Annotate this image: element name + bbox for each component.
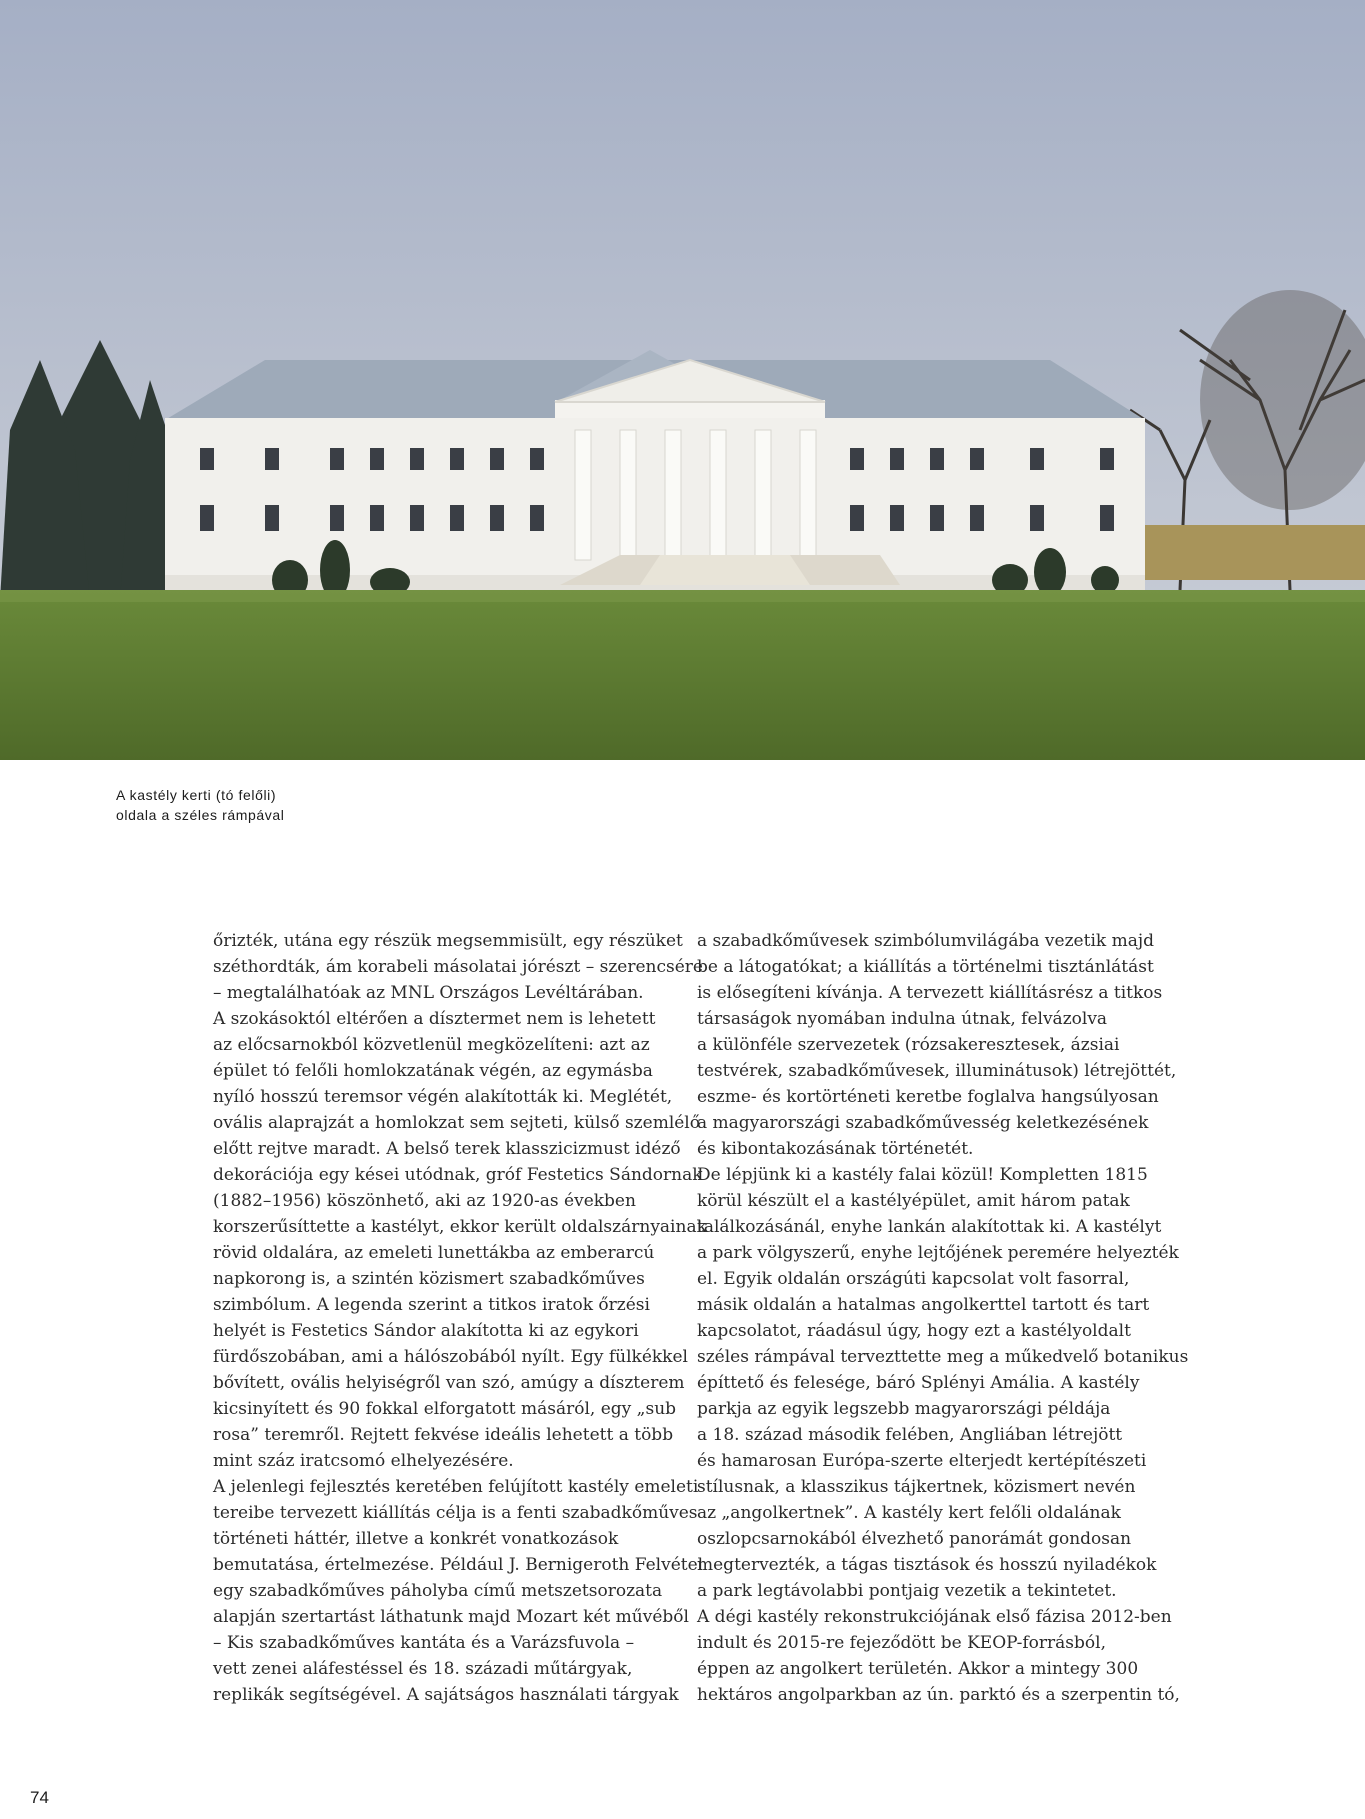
text-line: egy szabadkőműves páholyba című metszetsorozata — [213, 1581, 663, 1601]
text-line: stílusnak, a klasszikus tájkertnek, közismert nevén — [697, 1477, 1136, 1497]
text-line: szimbólum. A legenda szerint a titkos iratok őrzési — [213, 1295, 650, 1315]
text-line: a magyarországi szabadkőművesség keletkezésének — [697, 1113, 1149, 1133]
page-number: 74 — [30, 1788, 49, 1807]
text-line: épület tó felőli homlokzatának végén, az egymásba — [213, 1061, 653, 1081]
text-line: napkorong is, a szintén közismert szabadkőműves — [213, 1269, 645, 1289]
castle-photo — [0, 0, 1365, 760]
caption-line: A kastély kerti (tó felőli) — [116, 787, 277, 803]
text-line: De lépjünk ki a kastély falai közül! Kompletten 1815 — [697, 1165, 1148, 1185]
text-line: is elősegíteni kívánja. A tervezett kiállításrész a titkos — [697, 983, 1163, 1003]
text-line: bemutatása, értelmezése. Például J. Bernigeroth Felvétel — [213, 1555, 704, 1575]
text-line: és hamarosan Európa-szerte elterjedt kertépítészeti — [697, 1451, 1147, 1471]
text-line: fürdőszobában, ami a hálószobából nyílt. Egy fülkékkel — [213, 1347, 688, 1367]
text-line: – megtalálhatóak az MNL Országos Levéltárában. — [213, 983, 644, 1003]
text-line: történeti háttér, illetve a konkrét vonatkozások — [213, 1529, 619, 1549]
text-line: hektáros angolparkban az ún. parktó és a szerpentin tó, — [697, 1685, 1180, 1705]
text-line: parkja az egyik legszebb magyarországi példája — [697, 1399, 1111, 1419]
text-line: kapcsolatot, ráadásul úgy, hogy ezt a kastélyoldalt — [697, 1321, 1131, 1341]
text-line: őrizték, utána egy részük megsemmisült, egy részüket — [213, 931, 683, 951]
text-line: találkozásánál, enyhe lankán alakítottak ki. A kastélyt — [697, 1217, 1162, 1237]
text-line: megtervezték, a tágas tisztások és hosszú nyiladékok — [697, 1555, 1157, 1575]
text-line: (1882–1956) köszönhető, aki az 1920-as években — [213, 1191, 636, 1211]
text-column-left — [213, 928, 707, 1708]
text-line: A szokásoktól eltérően a dísztermet nem is lehetett — [213, 1009, 656, 1029]
text-line: dekorációja egy kései utódnak, gróf Festetics Sándornak — [213, 1165, 703, 1185]
text-line: A jelenlegi fejlesztés keretében felújított kastély emeleti — [213, 1477, 699, 1497]
text-line: replikák segítségével. A sajátságos használati tárgyak — [213, 1685, 679, 1705]
text-line: korszerűsíttette a kastélyt, ekkor került oldalszárnyainak — [213, 1217, 707, 1237]
text-line: bővített, ovális helyiségről van szó, amúgy a díszterem — [213, 1373, 685, 1393]
lawn — [0, 590, 1365, 760]
text-line: rosa” teremről. Rejtett fekvése ideális lehetett a több — [213, 1425, 674, 1445]
text-line: és kibontakozásának történetét. — [697, 1139, 974, 1159]
text-line: másik oldalán a hatalmas angolkerttel tartott és tart — [697, 1295, 1150, 1315]
text-line: körül készült el a kastélyépület, amit három patak — [697, 1191, 1130, 1211]
text-line: helyét is Festetics Sándor alakította ki az egykori — [213, 1321, 639, 1341]
text-line: előtt rejtve maradt. A belső terek klasszicizmust idéző — [213, 1139, 681, 1159]
outbuilding — [1145, 525, 1365, 580]
text-line: a különféle szervezetek (rózsakeresztesek, ázsiai — [697, 1035, 1120, 1055]
text-line: kicsinyített és 90 fokkal elforgatott másáról, egy „sub — [213, 1399, 677, 1419]
text-line: mint száz iratcsomó elhelyezésére. — [213, 1451, 514, 1471]
text-line: a park legtávolabbi pontjaig vezetik a tekintetet. — [697, 1581, 1117, 1601]
text-line: vett zenei aláfestéssel és 18. századi műtárgyak, — [213, 1659, 633, 1679]
text-line: építtető és felesége, báró Splényi Amália. A kastély — [697, 1373, 1140, 1393]
text-line: tereibe tervezett kiállítás célja is a fenti szabadkőműves — [213, 1503, 698, 1523]
text-line: be a látogatókat; a kiállítás a történelmi tisztánlátást — [697, 957, 1154, 977]
text-line: széles rámpával tervezttette meg a műkedvelő botanikus — [697, 1347, 1189, 1367]
text-line: nyíló hosszú teremsor végén alakították ki. Meglétét, — [213, 1087, 673, 1107]
text-line: a 18. század második felében, Angliában létrejött — [697, 1425, 1123, 1445]
text-line: széthordták, ám korabeli másolatai jórészt – szerencsére — [213, 957, 703, 977]
photo-caption — [116, 785, 416, 825]
text-line: rövid oldalára, az emeleti lunettákba az emberarcú — [213, 1243, 655, 1263]
text-line: ovális alaprajzát a homlokzat sem sejteti, külső szemlélő — [213, 1113, 700, 1133]
castle — [165, 350, 1145, 590]
text-line: éppen az angolkert területén. Akkor a mintegy 300 — [697, 1659, 1139, 1679]
caption-line: oldala a széles rámpával — [116, 807, 285, 823]
text-line: indult és 2015-re fejeződött be KEOP-forrásból, — [697, 1633, 1106, 1653]
text-line: el. Egyik oldalán országúti kapcsolat volt fasorral, — [697, 1269, 1130, 1289]
text-line: társaságok nyomában indulna útnak, felvázolva — [697, 1009, 1108, 1029]
text-line: testvérek, szabadkőművesek, illuminátusok) létrejöttét, — [697, 1061, 1177, 1081]
text-line: alapján szertartást láthatunk majd Mozart két művéből — [213, 1607, 689, 1627]
text-line: az előcsarnokból közvetlenül megközelíteni: azt az — [213, 1035, 650, 1055]
text-column-right — [697, 928, 1189, 1708]
text-line: oszlopcsarnokából élvezhető panorámát gondosan — [697, 1529, 1132, 1549]
text-line: a szabadkőművesek szimbólumvilágába vezetik majd — [697, 931, 1154, 951]
text-line: A dégi kastély rekonstrukciójának első fázisa 2012-ben — [697, 1607, 1172, 1627]
text-line: eszme- és kortörténeti keretbe foglalva hangsúlyosan — [697, 1087, 1159, 1107]
text-line: – Kis szabadkőműves kantáta és a Varázsfuvola – — [213, 1633, 635, 1653]
text-line: az „angolkertnek”. A kastély kert felőli oldalának — [697, 1503, 1121, 1523]
text-line: a park völgyszerű, enyhe lejtőjének peremére helyezték — [697, 1243, 1179, 1263]
